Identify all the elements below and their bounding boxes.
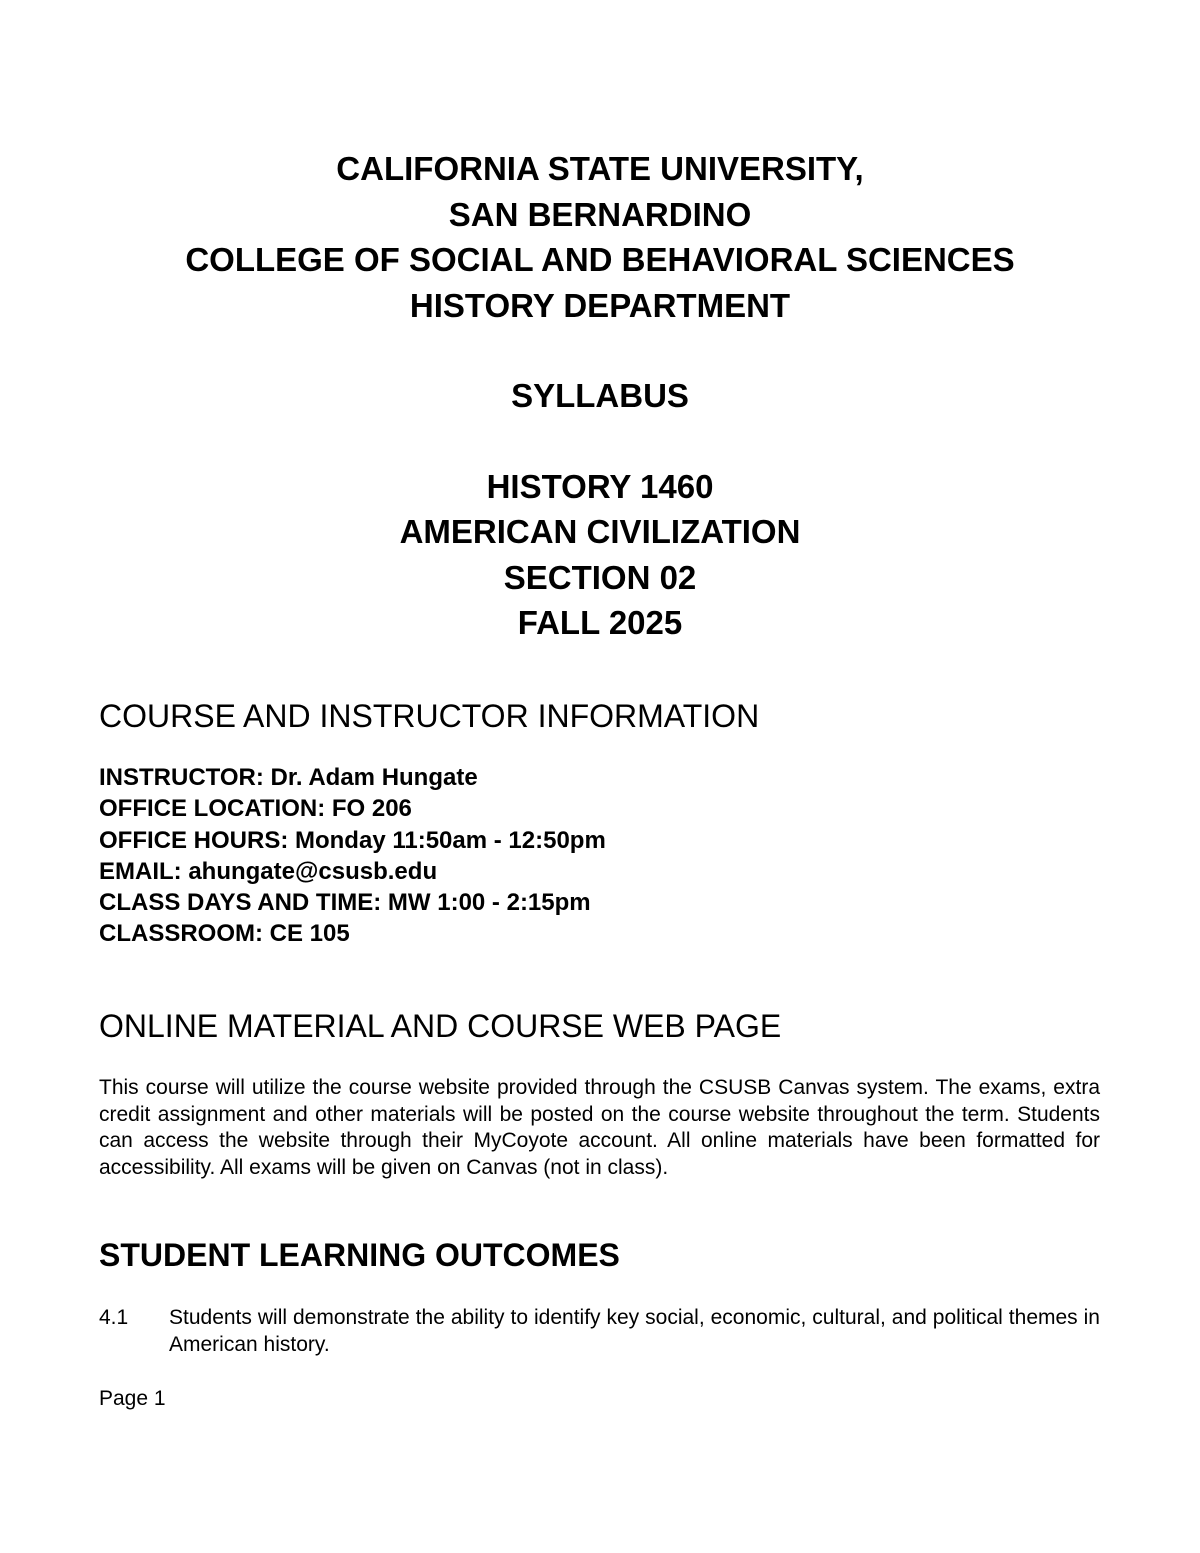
class-days-time-row: CLASS DAYS AND TIME: MW 1:00 - 2:15pm: [99, 889, 591, 917]
header-spacer: [0, 328, 1200, 373]
college-name: COLLEGE OF SOCIAL AND BEHAVIORAL SCIENCES: [185, 241, 1015, 278]
course-section: SECTION 02: [503, 558, 697, 596]
learning-outcome-item: [99, 1305, 1100, 1358]
office-hours-row: OFFICE HOURS: Monday 11:50am - 12:50pm: [99, 826, 606, 854]
department-name: HISTORY DEPARTMENT: [409, 286, 791, 324]
course-info-heading: COURSE AND INSTRUCTOR INFORMATION: [99, 698, 760, 734]
header-spacer: [0, 419, 1200, 464]
classroom-row: CLASSROOM: CE 105: [99, 920, 350, 948]
page-number: Page 1: [99, 1387, 166, 1410]
course-info-list: [99, 762, 606, 950]
university-name-line1: CALIFORNIA STATE UNIVERSITY,: [336, 150, 864, 187]
online-material-heading: ONLINE MATERIAL AND COURSE WEB PAGE: [99, 1008, 782, 1044]
learning-outcome-text: Students will demonstrate the ability to identify key social, economic, cultural, and political themes in American history.: [169, 1306, 1100, 1356]
course-title: AMERICAN CIVILIZATION: [399, 513, 801, 550]
university-name-line2: SAN BERNARDINO: [448, 195, 752, 233]
instructor-row: INSTRUCTOR: Dr. Adam Hungate: [99, 764, 478, 791]
document-type: SYLLABUS: [511, 377, 689, 414]
online-material-paragraph: This course will utilize the course website provided through the CSUSB Canvas system. The exams, extra credit assignment and other materials will be posted on the course website throughout the term. Students can access the website through their MyCoyote account. All online materials have been formatted for accessibility. All exams will be given on Canvas (not in class).: [99, 1076, 1100, 1179]
learning-outcome-number: 4.1: [99, 1306, 129, 1329]
course-term: FALL 2025: [517, 604, 683, 641]
office-location-row: OFFICE LOCATION: FO 206: [99, 795, 412, 823]
learning-outcomes-heading: STUDENT LEARNING OUTCOMES: [99, 1237, 620, 1273]
course-number: HISTORY 1460: [486, 467, 714, 505]
email-row: EMAIL: ahungate@csusb.edu: [99, 857, 438, 885]
document-header: [0, 146, 1200, 646]
